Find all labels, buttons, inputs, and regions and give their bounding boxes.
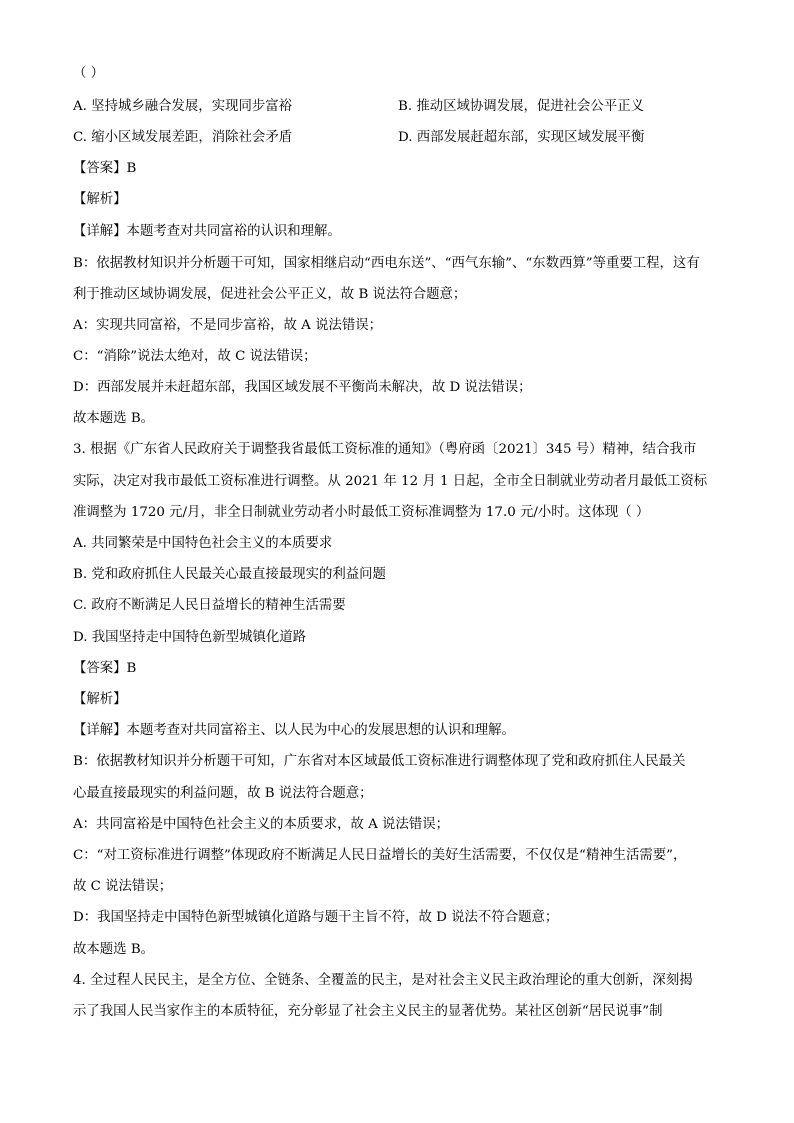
analysis-line: D：西部发展并未赶超东部，我国区域发展不平衡尚未解决，故 D 说法错误；: [73, 380, 532, 395]
option-a: A. 坚持城乡融合发展，实现同步富裕: [73, 99, 293, 114]
analysis-line: A：实现共同富裕，不是同步富裕，故 A 说法错误；: [73, 318, 383, 333]
analysis-line: 故本题选 B。: [73, 411, 155, 426]
option-row-ab: [73, 97, 719, 117]
analysis-line: C：“消除”说法太绝对，故 C 说法错误；: [73, 349, 317, 364]
option-b: B. 党和政府抓住人民最关心最直接最现实的利益问题: [73, 567, 386, 582]
analysis-line: 利于推动区域协调发展，促进社会公平正义，故 B 说法符合题意；: [73, 287, 467, 302]
analysis-line: A：共同富裕是中国特色社会主义的本质要求，故 A 说法错误；: [73, 817, 450, 832]
option-row-cd: [73, 128, 719, 148]
question-stem: 4. 全过程人民民主，是全方位、全链条、全覆盖的民主，是对社会主义民主政治理论的重大创新，深刻揭: [73, 973, 693, 988]
option-b: B. 推动区域协调发展，促进社会公平正义: [398, 99, 644, 114]
analysis-line: D：我国坚持走中国特色新型城镇化道路与题干主旨不符，故 D 说法不符合题意；: [73, 910, 559, 925]
option-d: D. 西部发展赶超东部，实现区域发展平衡: [398, 130, 645, 145]
question-stem: 实际，决定对我市最低工资标准进行调整。从 2021 年 12 月 1 日起，全市全日制就业劳动者月最低工资标: [73, 474, 708, 489]
answer-label: 【答案】B: [73, 661, 137, 676]
option-d: D. 我国坚持走中国特色新型城镇化道路: [73, 630, 307, 645]
question-stem: 示了我国人民当家作主的本质特征，充分彰显了社会主义民主的显著优势。某社区创新“居民说事”制: [73, 1004, 663, 1019]
analysis-line: 故 C 说法错误；: [73, 879, 173, 894]
option-c: C. 缩小区域发展差距，消除社会矛盾: [73, 130, 293, 145]
option-a: A. 共同繁荣是中国特色社会主义的本质要求: [73, 536, 333, 551]
analysis-line: 【详解】本题考查对共同富裕的认识和理解。: [73, 224, 341, 239]
analysis-line: B：依据教材知识并分析题干可知，国家相继启动“西电东送”、“西气东输”、“东数西算”等重要工程，这有: [73, 256, 700, 271]
question-stem: 3. 根据《广东省人民政府关于调整我省最低工资标准的通知》（粤府函〔2021〕345 号）精神，结合我市: [73, 442, 697, 457]
analysis-line: C：“对工资标准进行调整”体现政府不断满足人民日益增长的美好生活需要，不仅仅是“精神生活需要”，: [73, 848, 687, 863]
analysis-line: 故本题选 B。: [73, 942, 155, 957]
option-c: C. 政府不断满足人民日益增长的精神生活需要: [73, 598, 346, 613]
analysis-label: 【解析】: [73, 192, 127, 207]
analysis-line: B：依据教材知识并分析题干可知，广东省对本区域最低工资标准进行调整体现了党和政府抓住人民最关: [73, 754, 686, 769]
analysis-label: 【解析】: [73, 692, 127, 707]
analysis-line: 心最直接最现实的利益问题，故 B 说法符合题意；: [73, 786, 373, 801]
answer-label: 【答案】B: [73, 161, 137, 176]
question-stem: 准调整为 1720 元/月，非全日制就业劳动者小时最低工资标准调整为 17.0 元/小时。这体现（ ）: [73, 505, 650, 520]
analysis-line: 【详解】本题考查对共同富裕主、以人民为中心的发展思想的认识和理解。: [73, 723, 515, 738]
question-bracket: （ ）: [73, 66, 105, 81]
